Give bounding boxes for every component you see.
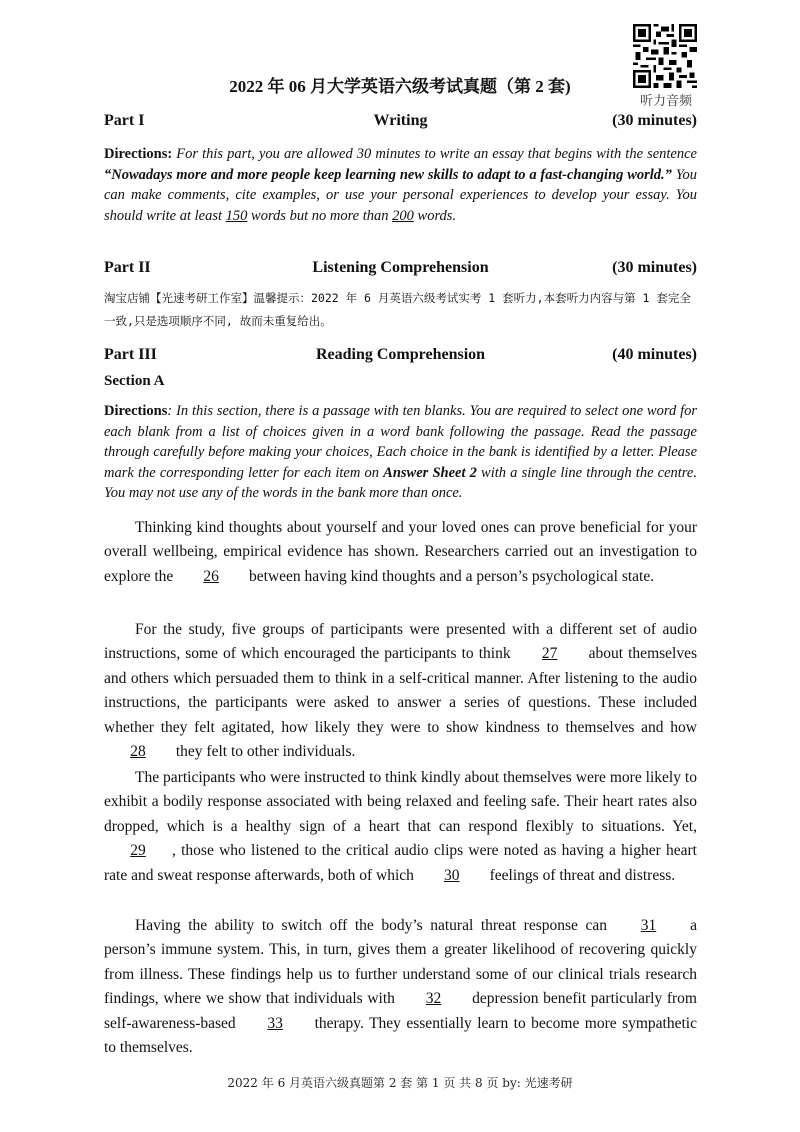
part-2-label: Part II [104, 259, 151, 276]
listening-note: 淘宝店铺【光速考研工作室】温馨提示：2022 年 6 月英语六级考试实考 1 套听力,本套听力内容与第 1 套完全一致,只是选项顺序不同, 故而未重复给出。 [104, 291, 691, 328]
qr-label: 听力音频 [639, 94, 692, 109]
passage-paragraph-4: Having the ability to switch off the body’s natural threat response can 31 a person’s immune system. This, in turn, gives them a greater likelihood of recovering quickly from illness. These findings help us to further understand some of our clinical trials research findings, where we show that individuals with 32 depression benefit particularly from self-awareness-based 33 therapy. They essentially learn to become more sympathetic to themselves. [104, 914, 697, 1060]
part-3-time: (40 minutes) [612, 346, 697, 363]
part-2-name: Listening Comprehension [312, 259, 489, 276]
section-a-title: Section A [104, 373, 165, 389]
passage-paragraph-2: For the study, five groups of participants were presented with a different set of audio instructions, some of which encouraged the participants to think 27 about themselves and others which persuaded them to think in a self-critical manner. After listening to the audio instructions, the participants were asked to answer a series of questions. These included whether they felt agitated, how likely they were to show kindness to themselves and how 28 they felt to other individuals. [104, 618, 697, 764]
essay-prompt: “Nowadays more and more people keep learning new skills to adapt to a fast-changing world.” [104, 166, 672, 183]
answer-sheet-ref: Answer Sheet 2 [383, 464, 477, 481]
part-1-name: Writing [373, 112, 428, 129]
part-1-time: (30 minutes) [612, 112, 697, 129]
page-title: 2022 年 06 月大学英语六级考试真题（第 2 套) [229, 77, 571, 96]
passage-paragraph-3: The participants who were instructed to think kindly about themselves were more likely to exhibit a bodily response associated with being relaxed and feeling safe. Their heart rates also dropped, which is a healthy sign of a heart that can respond flexibly to situations. Yet, 29 , those who listened to the critical audio clips were noted as having a higher heart rate and sweat response afterwards, both of which 30 feelings of threat and distress. [104, 766, 697, 888]
part-2-time: (30 minutes) [612, 259, 697, 276]
part-1-label: Part I [104, 112, 145, 129]
part-1-header [104, 112, 697, 134]
blank-28: 28 [130, 743, 146, 761]
part-1-directions: Directions: For this part, you are allowed 30 minutes to write an essay that begins with the sentence “Nowadays more and more people keep learning new skills to adapt to a fast-changing world.” You can make comments, cite examples, or use your personal experiences to develop your essay. You should write at least 150 words but no more than 200 words. [104, 146, 697, 224]
blank-32: 32 [425, 990, 442, 1008]
directions-label: Directions [104, 403, 168, 419]
blank-29: 29 [130, 842, 146, 860]
blank-31: 31 [640, 917, 657, 934]
part-3-header [104, 346, 697, 368]
blank-27: 27 [541, 645, 558, 663]
blank-30: 30 [444, 866, 460, 884]
directions-label: Directions: [104, 146, 173, 162]
max-words: 200 [392, 207, 414, 224]
blank-33: 33 [267, 1014, 283, 1032]
part-2-header [104, 259, 697, 281]
min-words: 150 [225, 207, 248, 224]
passage-paragraph-1: Thinking kind thoughts about yourself and your loved ones can prove beneficial for your overall wellbeing, empirical evidence has shown. Researchers carried out an investigation to explore the 26 between having kind thoughts and a person’s psychological state. [104, 516, 697, 589]
part-3-directions: Directions: In this section, there is a passage with ten blanks. You are required to select one word for each blank from a list of choices given in a word bank following the passage. Read the passage through carefully before making your choices, Each choice in the bank is identified by a letter. Please mark the corresponding letter for each item on Answer Sheet 2 with a single line through the centre. You may not use any of the words in the bank more than once. [104, 403, 697, 501]
part-3-name: Reading Comprehension [315, 346, 486, 363]
part-3-label: Part III [104, 346, 157, 363]
page-footer: 2022 年 6 月英语六级真题第 2 套 第 1 页 共 8 页 by: 光速考研 [227, 1076, 573, 1090]
blank-26: 26 [203, 567, 219, 585]
